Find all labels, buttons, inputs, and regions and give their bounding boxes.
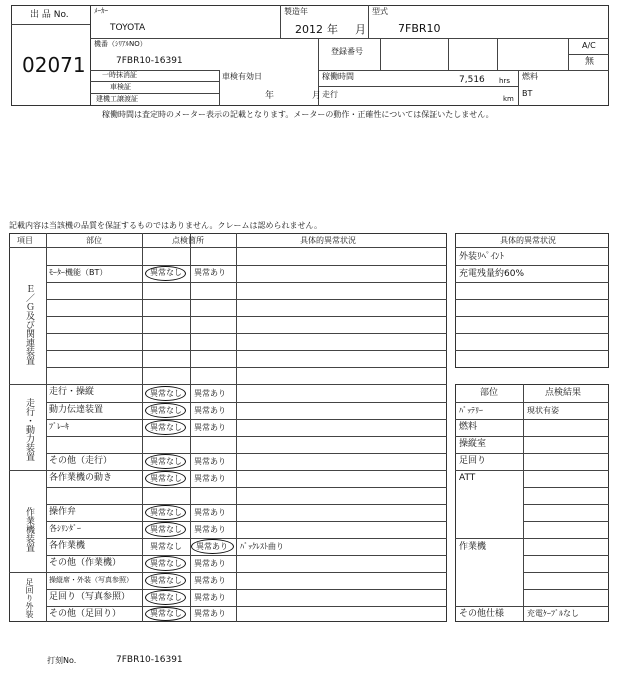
check-abnormal: 異常あり bbox=[194, 559, 226, 568]
col-detail-header: 具体的異常状況 bbox=[300, 236, 356, 245]
part-label: 各作業機の動き bbox=[49, 473, 113, 483]
hours-value: 7,516 bbox=[459, 75, 485, 85]
check-abnormal: 異常あり bbox=[196, 542, 228, 551]
stamp-number-label: 打刻No. bbox=[47, 656, 77, 665]
lot-number-label: 出 品 No. bbox=[30, 10, 69, 20]
inspection-year-unit: 年 bbox=[265, 91, 275, 101]
disclaimer: 記載内容は当該機の品質を保証するものではありません。クレームは認められません。 bbox=[9, 221, 322, 230]
part-label: 操縦席・外装（写真参照） bbox=[49, 576, 133, 584]
check-result-col-part: 部位 bbox=[480, 388, 499, 398]
check-normal: 異常なし bbox=[150, 423, 182, 432]
detail-text: ﾊﾞｯｸﾚｽﾄ曲り bbox=[240, 542, 284, 551]
check-normal: 異常なし bbox=[150, 457, 182, 466]
check-abnormal: 異常あり bbox=[194, 474, 226, 483]
check-normal: 異常なし bbox=[150, 525, 182, 534]
part-label: その他（走行） bbox=[49, 456, 113, 466]
check-result-part: 足回り bbox=[459, 456, 487, 466]
group-drive: 走行・動力装置 bbox=[24, 397, 34, 461]
check-normal: 異常なし bbox=[150, 593, 182, 602]
group-work: 作業機装置 bbox=[24, 506, 34, 552]
model-label: 型式 bbox=[372, 7, 388, 16]
ac-value: 無 bbox=[585, 57, 595, 67]
travel-label: 走行 bbox=[322, 90, 338, 99]
check-normal: 異常なし bbox=[150, 542, 182, 551]
check-result-part: ﾊﾞｯﾃﾘｰ bbox=[459, 406, 483, 415]
col-part-header: 部位 bbox=[86, 236, 102, 245]
check-abnormal: 異常あり bbox=[194, 406, 226, 415]
part-label: 走行・操縦 bbox=[49, 387, 95, 397]
group-engine: Ｅ／Ｇ及び関連装置 bbox=[24, 284, 34, 365]
check-abnormal: 異常あり bbox=[194, 457, 226, 466]
lot-number: 02071 bbox=[22, 53, 86, 77]
part-label: 操作弁 bbox=[49, 507, 77, 517]
year-label: 製造年 bbox=[284, 7, 308, 16]
maker-value: TOYOTA bbox=[110, 23, 146, 33]
year-unit: 年 bbox=[327, 23, 338, 36]
check-abnormal: 異常あり bbox=[194, 593, 226, 602]
part-label: 各作業機 bbox=[49, 541, 86, 551]
check-abnormal: 異常あり bbox=[194, 268, 226, 277]
month-unit: 月 bbox=[355, 23, 366, 36]
cert-inspection: 車検証 bbox=[110, 83, 131, 91]
check-normal: 異常なし bbox=[150, 389, 182, 398]
check-normal: 異常なし bbox=[150, 406, 182, 415]
check-result-part: ATT bbox=[459, 473, 476, 483]
hours-unit: hrs bbox=[499, 77, 510, 85]
check-result-part: 操縦室 bbox=[459, 439, 487, 449]
check-normal: 異常なし bbox=[150, 559, 182, 568]
check-result-col-result: 点検結果 bbox=[545, 388, 582, 398]
inspection-valid-label: 車検有効日 bbox=[222, 72, 262, 81]
part-label: その他（作業機） bbox=[49, 558, 122, 568]
part-label: ﾓｰﾀｰ機能（BT） bbox=[49, 268, 108, 277]
check-result-part: 燃料 bbox=[459, 422, 478, 432]
check-normal: 異常なし bbox=[150, 474, 182, 483]
check-abnormal: 異常あり bbox=[194, 525, 226, 534]
check-normal: 異常なし bbox=[150, 268, 182, 277]
serial-value: 7FBR10-16391 bbox=[116, 56, 183, 66]
part-label: 各ｼﾘﾝﾀﾞｰ bbox=[49, 524, 81, 533]
check-result-part: その他仕様 bbox=[459, 609, 505, 619]
check-abnormal: 異常あり bbox=[194, 423, 226, 432]
hours-label: 稼働時間 bbox=[322, 72, 354, 81]
km-unit: km bbox=[503, 95, 514, 103]
fuel-label: 燃料 bbox=[522, 72, 538, 81]
cert-transfer: 建機工譲渡証 bbox=[96, 95, 138, 103]
group-undercarriage: 足回り外装 bbox=[25, 578, 34, 618]
check-result-value: 現状有姿 bbox=[527, 406, 559, 415]
part-label: ﾌﾞﾚｰｷ bbox=[49, 422, 69, 431]
part-label: 足回り（写真参照） bbox=[49, 592, 131, 602]
col-check-header: 点検箇所 bbox=[172, 236, 204, 245]
check-result-part: 作業機 bbox=[459, 542, 487, 552]
stamp-number-value: 7FBR10-16391 bbox=[116, 655, 183, 665]
check-result-value: 充電ｹｰﾌﾞﾙなし bbox=[527, 609, 579, 618]
check-normal: 異常なし bbox=[150, 576, 182, 585]
col-item-header: 項目 bbox=[17, 236, 33, 245]
part-label: その他（足回り） bbox=[49, 609, 122, 619]
detail-summary-line: 外装ﾘﾍﾟｲﾝﾄ bbox=[459, 252, 505, 262]
fuel-value: BT bbox=[522, 89, 533, 98]
detail-summary-line: 充電残量約60% bbox=[459, 269, 525, 279]
check-normal: 異常なし bbox=[150, 609, 182, 618]
year-value: 2012 bbox=[295, 23, 323, 36]
model-value: 7FBR10 bbox=[398, 22, 441, 35]
inspection-month-unit: 月 bbox=[312, 91, 322, 101]
part-label: 動力伝達装置 bbox=[49, 405, 104, 415]
check-abnormal: 異常あり bbox=[194, 609, 226, 618]
registration-label: 登録番号 bbox=[331, 47, 363, 56]
check-abnormal: 異常あり bbox=[194, 389, 226, 398]
check-abnormal: 異常あり bbox=[194, 508, 226, 517]
cert-temp-deregistration: 一時抹消証 bbox=[102, 71, 137, 79]
check-normal: 異常なし bbox=[150, 508, 182, 517]
check-abnormal: 異常あり bbox=[194, 576, 226, 585]
detail-summary-header: 具体的異常状況 bbox=[500, 236, 556, 245]
maker-label: ﾒｰｶｰ bbox=[94, 7, 108, 15]
serial-label: 機番（ｼﾘｱﾙNO） bbox=[94, 40, 147, 48]
ac-label: A/C bbox=[582, 41, 596, 50]
meter-note: 稼働時間は査定時のメーター表示の記載となります。メーターの動作・正確性については保証いたしません。 bbox=[102, 110, 494, 119]
